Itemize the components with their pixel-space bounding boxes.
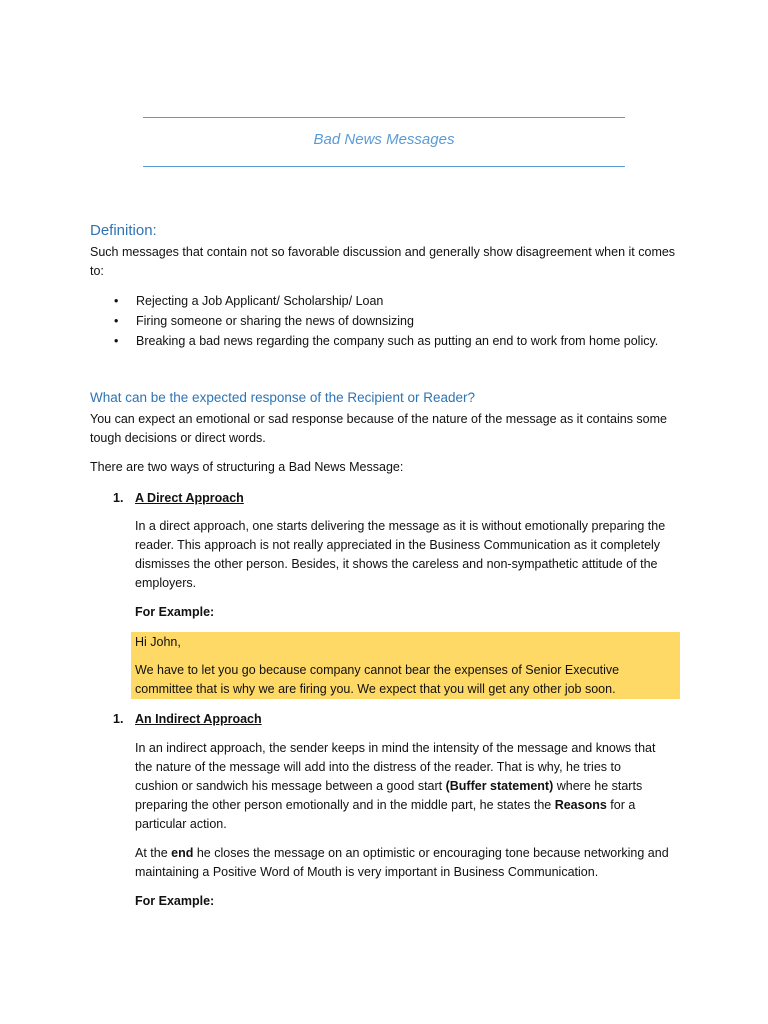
direct-example-line1: We have to let you go because company cannot bear the expenses of Senior Executive [135,663,620,677]
list-item: • Firing someone or sharing the news of downsizing [114,311,658,331]
structure-intro: There are two ways of structuring a Bad News Message: [90,460,404,474]
indirect-line1: In an indirect approach, the sender keeps in mind the intensity of the message and knows that [135,741,656,755]
indirect-line2: the nature of the message will add into the distress of the reader. That is why, he tries to [135,760,621,774]
indirect-example-label: For Example: [135,894,215,908]
direct-example-line2: committee that is why we are firing you. We expect that you will get any other job soon. [135,682,616,696]
bullet-glyph: • [114,334,119,348]
list-item: • Breaking a bad news regarding the company such as putting an end to work from home policy. [114,331,658,351]
direct-line4: employers. [135,576,197,590]
definition-heading: Definition: [90,222,157,239]
list-item: • Rejecting a Job Applicant/ Scholarship/ Loan [114,291,658,311]
bullet-glyph: • [114,294,119,308]
indirect-approach-heading: 1. An Indirect Approach [113,712,262,726]
indirect-p2-line2: maintaining a Positive Word of Mouth is very important in Business Communication. [135,865,599,879]
direct-line2: reader. This approach is not really appreciated in the Business Communication as it completely [135,538,661,552]
indirect-line4: preparing the other person emotionally and in the middle part, he states the Reasons for a [135,798,636,812]
title-rule-bottom [143,166,625,167]
response-line2: tough decisions or direct words. [90,431,266,445]
direct-example-label: For Example: [135,605,215,619]
definition-text-line2: to: [90,264,104,278]
definition-bullet-list [114,291,658,351]
indirect-line5: particular action. [135,817,227,831]
indirect-line3: cushion or sandwich his message between a good start (Buffer statement) where he starts [135,779,643,793]
direct-line1: In a direct approach, one starts delivering the message as it is without emotionally preparing the [135,519,666,533]
document-title: Bad News Messages [313,131,455,148]
indirect-p2-line1: At the end he closes the message on an optimistic or encouraging tone because networking and [135,846,669,860]
bullet-glyph: • [114,314,119,328]
response-heading: What can be the expected response of the Recipient or Reader? [90,390,475,405]
response-line1: You can expect an emotional or sad response because of the nature of the message as it contains some [90,412,667,426]
direct-approach-heading: 1. A Direct Approach [113,491,244,505]
direct-example-greeting: Hi John, [135,635,181,649]
direct-line3: dismisses the other person. Besides, it shows the careless and non-sympathetic attitude of the [135,557,658,571]
definition-text-line1: Such messages that contain not so favorable discussion and generally show disagreement when it comes [90,245,676,259]
title-rule-top [143,117,625,118]
